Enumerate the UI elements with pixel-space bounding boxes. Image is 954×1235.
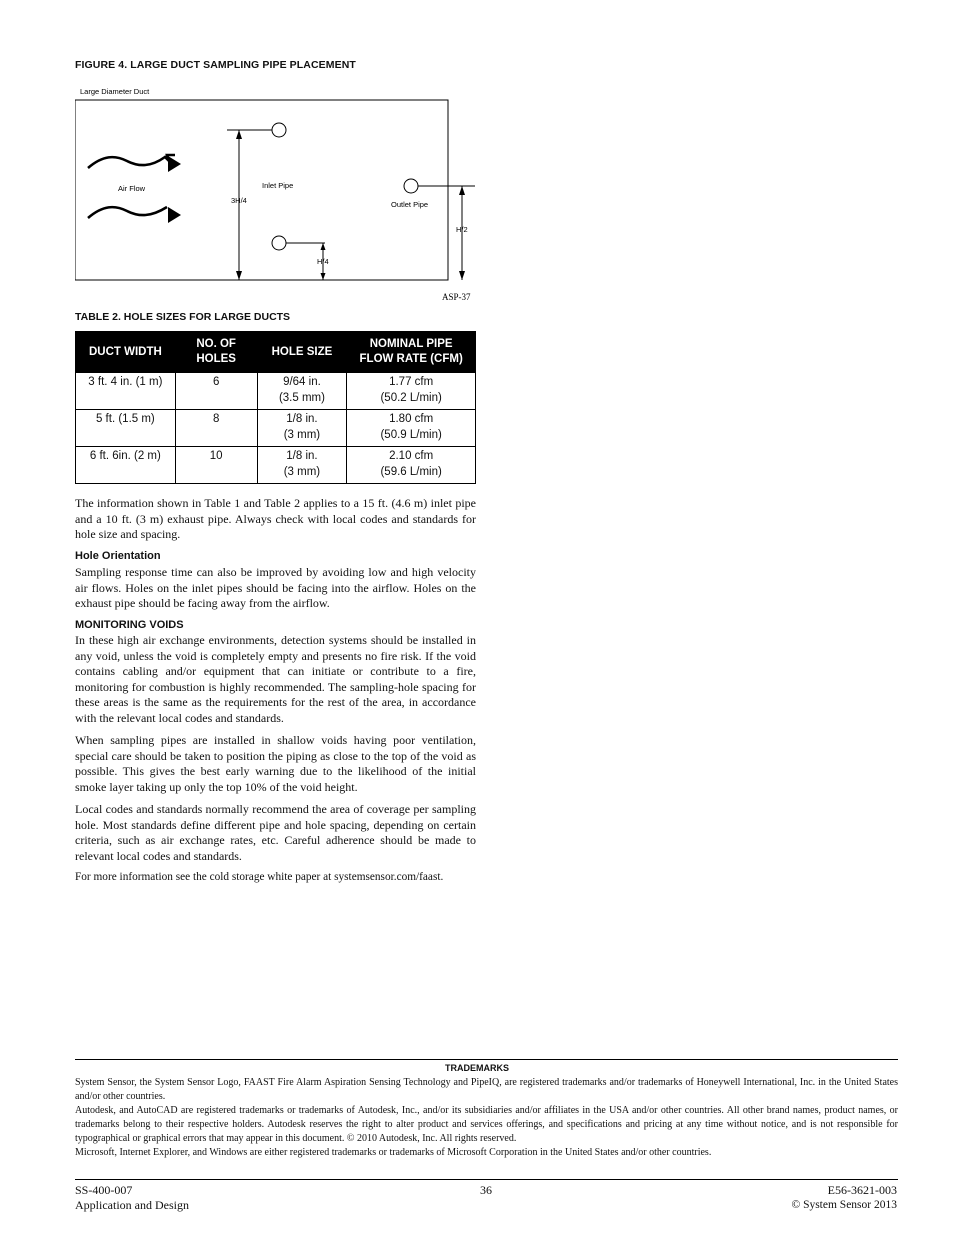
trademarks-title: TRADEMARKS bbox=[445, 1063, 509, 1073]
table-row bbox=[76, 373, 476, 410]
header-flow-rate: NOMINAL PIPE FLOW RATE (CFM) bbox=[347, 332, 476, 373]
hole-orientation-heading: Hole Orientation bbox=[75, 550, 161, 562]
trademarks-paragraph-1: System Sensor, the System Sensor Logo, FAAST Fire Alarm Aspiration Sensing Technology and PipeIQ, are registered trademarks and/or trademarks of Honeywell International, Inc. in the United States and/or other countries. bbox=[75, 1077, 898, 1102]
outlet-pipe bbox=[404, 179, 475, 193]
footer-divider bbox=[75, 1179, 898, 1180]
intro-paragraph: The information shown in Table 1 and Table 2 applies to a 15 ft. (4.6 m) inlet pipe and a 10 ft. (3 m) exhaust pipe. Always check with local codes and standards for hole size and spacing. bbox=[75, 496, 476, 541]
inlet-pipe-label: Inlet Pipe bbox=[262, 181, 294, 190]
cell-flow-rate: 1.80 cfm (50.9 L/min) bbox=[347, 410, 476, 447]
voids-paragraph-3: Local codes and standards normally recommend the area of coverage per sampling hole. Most standards define different pipe and hole spacing, depending on certain criteria, such as air exchange rates, etc. Careful adherence should be made to relevant local codes and standards. bbox=[75, 802, 476, 863]
table-header-row bbox=[76, 332, 476, 373]
table-row bbox=[76, 410, 476, 447]
cell-hole-size: 9/64 in. (3.5 mm) bbox=[257, 373, 347, 410]
duct-label: Large Diameter Duct bbox=[80, 87, 150, 96]
header-duct-width: DUCT WIDTH bbox=[76, 332, 176, 373]
cell-duct-width: 6 ft. 6in. (2 m) bbox=[76, 447, 176, 484]
cell-duct-width: 3 ft. 4 in. (1 m) bbox=[76, 373, 176, 410]
hole-sizes-table bbox=[75, 331, 476, 484]
header-hole-size: HOLE SIZE bbox=[257, 332, 347, 373]
table-title: TABLE 2. HOLE SIZES FOR LARGE DUCTS bbox=[75, 311, 291, 323]
air-flow-label: Air Flow bbox=[118, 184, 146, 193]
dim-h2-label: H/2 bbox=[456, 225, 468, 234]
inlet-pipe-upper bbox=[227, 123, 286, 137]
duct-diagram bbox=[75, 85, 495, 310]
hole-orientation-paragraph: Sampling response time can also be improved by avoiding low and high velocity air flows. Holes on the inlet pipes should be facing into the airflow. Holes on the exhaust pipe should be facing away from the airflow. bbox=[75, 565, 476, 610]
copyright: © System Sensor 2013 bbox=[791, 1199, 897, 1211]
trademarks-paragraph-3: Microsoft, Internet Explorer, and Windows are either registered trademarks or trademarks of Microsoft Corporation in the United States and/or other countries. bbox=[75, 1147, 712, 1158]
air-flow-arrow-lower bbox=[88, 207, 181, 223]
cell-holes: 8 bbox=[175, 410, 257, 447]
header-no-of-holes: NO. OF HOLES bbox=[175, 332, 257, 373]
page-number: 36 bbox=[480, 1183, 492, 1197]
table-row bbox=[76, 447, 476, 484]
cell-hole-size: 1/8 in. (3 mm) bbox=[257, 410, 347, 447]
footer-right bbox=[791, 1183, 897, 1213]
air-flow-arrow-upper bbox=[88, 155, 181, 172]
trademarks-divider bbox=[75, 1059, 898, 1060]
cell-flow-rate: 1.77 cfm (50.2 L/min) bbox=[347, 373, 476, 410]
monitoring-voids-heading: MONITORING VOIDS bbox=[75, 619, 184, 631]
dim-h4-label: H/4 bbox=[317, 257, 329, 266]
cell-flow-rate: 2.10 cfm (59.6 L/min) bbox=[347, 447, 476, 484]
doc-title: Application and Design bbox=[75, 1198, 189, 1212]
part-number: E56-3621-003 bbox=[827, 1183, 897, 1197]
trademarks-paragraph-2: Autodesk, and AutoCAD are registered trademarks or trademarks of Autodesk, Inc., and/or its subsidiaries and/or affiliates in the USA and/or other countries. All other brand names, product names, or trademarks belong to their respective holders. Autodesk reserves the right to alter product and services offerings, and specifications and pricing at any time without notice, and is not responsible for typographical or graphical errors that may appear in this document. © 2010 Autodesk, Inc. All rights reserved. bbox=[75, 1105, 898, 1144]
cell-duct-width: 5 ft. (1.5 m) bbox=[76, 410, 176, 447]
cell-holes: 10 bbox=[175, 447, 257, 484]
voids-paragraph-2: When sampling pipes are installed in shallow voids having poor ventilation, special care should be taken to position the piping as close to the top of the void as possible. This gives the best early warning due to the likelihood of the initial smoke layer taking up only the top 10% of the void height. bbox=[75, 733, 476, 794]
dim-3h4-label: 3H/4 bbox=[231, 196, 247, 205]
figure-code: ASP-37 bbox=[442, 292, 471, 302]
figure-title: FIGURE 4. LARGE DUCT SAMPLING PIPE PLACEMENT bbox=[75, 59, 356, 71]
doc-id: SS-400-007 bbox=[75, 1183, 133, 1197]
outlet-pipe-label: Outlet Pipe bbox=[391, 200, 429, 209]
voids-paragraph-4: For more information see the cold storage white paper at systemsensor.com/faast. bbox=[75, 871, 444, 883]
voids-paragraph-1: In these high air exchange environments, detection systems should be installed in any void, unless the void is completely empty and presents no fire risk. If the void contains cabling and/or equipment that can initiate or contribute to a fire, monitoring for combustion is highly recommended. The sampling-hole spacing for these areas is the same as the requirements for the rest of the area, in accordance with the relevant local codes and standards. bbox=[75, 633, 476, 725]
dimension-3h4 bbox=[236, 130, 242, 280]
cell-holes: 6 bbox=[175, 373, 257, 410]
cell-hole-size: 1/8 in. (3 mm) bbox=[257, 447, 347, 484]
